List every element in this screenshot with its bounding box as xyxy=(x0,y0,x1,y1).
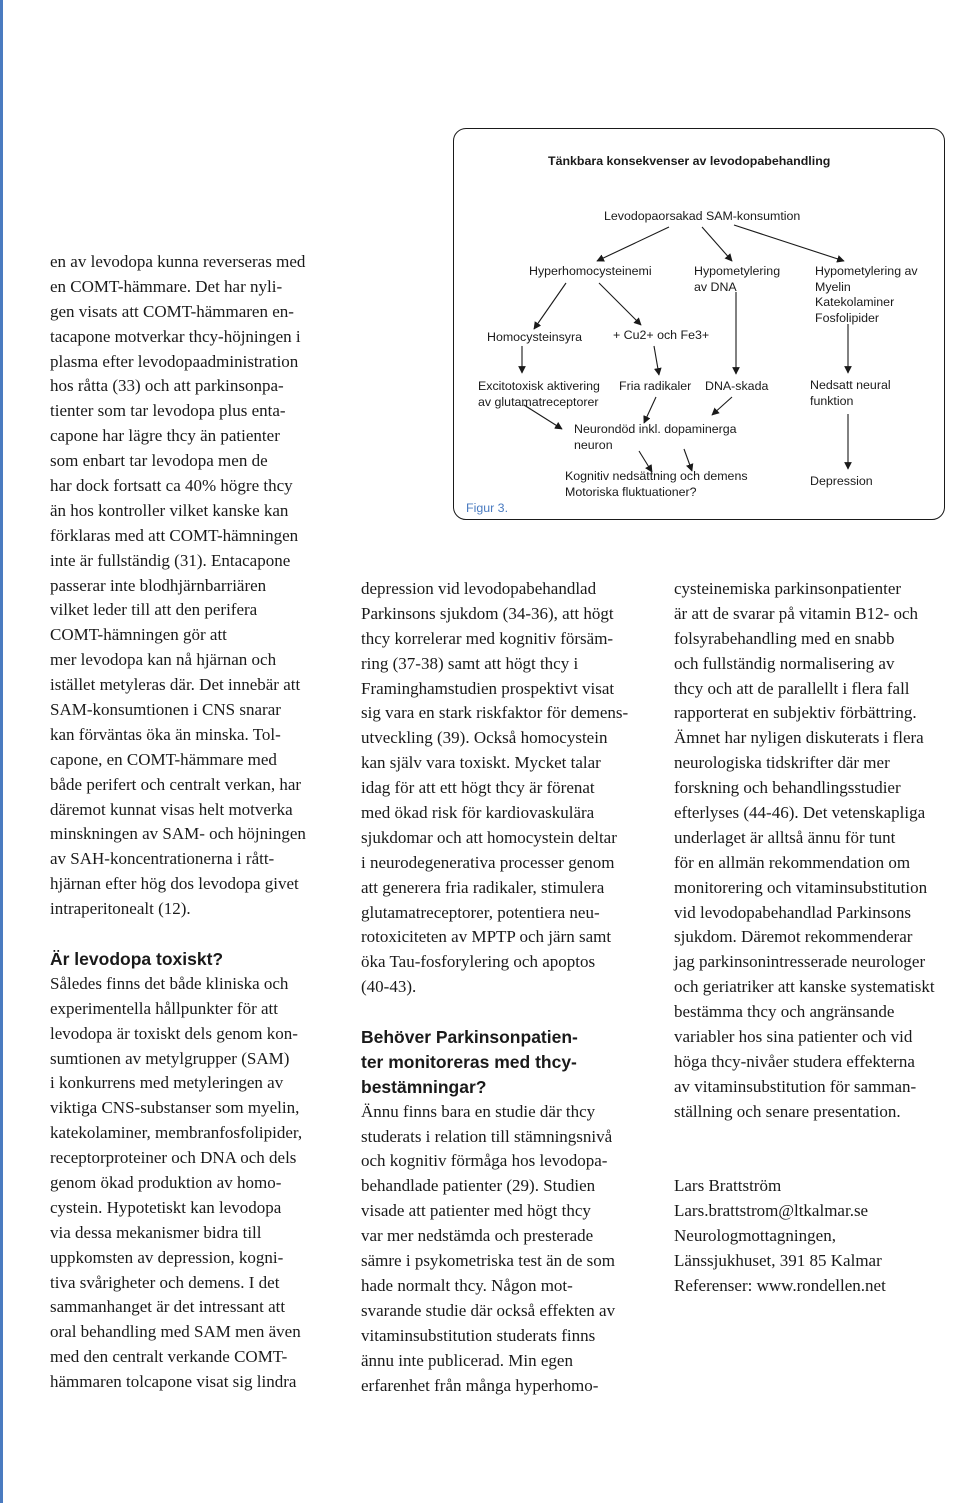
text-line: tiva svårigheter och demens. I det xyxy=(50,1272,280,1292)
text-column-2 xyxy=(361,577,661,1398)
text-line: en COMT-hämmare. Det har nyli- xyxy=(50,276,283,296)
node-dna-skada: DNA-skada xyxy=(705,379,769,393)
signature-line: Länssjukhuset, 391 85 Kalmar xyxy=(674,1251,882,1271)
text-line: intraperitonealt (12). xyxy=(50,899,191,919)
text-line: minskningen av SAM- och höjningen xyxy=(50,824,306,844)
text-line: höga thcy-nivåer studera effekterna xyxy=(674,1051,915,1071)
text-line: cysteinemiska parkinsonpatienter xyxy=(674,579,902,598)
node-hyperhomocysteinemi: Hyperhomocysteinemi xyxy=(529,264,652,278)
arrow-fria-radikaler-to-neurondod xyxy=(644,397,656,423)
node-excitotoxisk: Excitotoxisk aktivering av glutamatreceptorer xyxy=(478,379,600,409)
signature-line: Neurologmottagningen, xyxy=(674,1226,836,1246)
node-homocysteinsyra: Homocysteinsyra xyxy=(487,330,583,344)
figure-title: Tänkbara konsekvenser av levodopabehandling xyxy=(548,154,831,168)
text-line: sammanhanget är det intressant att xyxy=(50,1297,286,1317)
arrow-root-to-hypo-dna xyxy=(702,227,732,261)
node-hypometylering-dna: Hypometylering av DNA xyxy=(694,264,781,294)
node-neurondod: Neurondöd inkl. dopaminerga neuron xyxy=(574,422,737,452)
text-line: kan förväntas öka än minska. Tol- xyxy=(50,724,281,744)
column2-gap xyxy=(361,1000,661,1025)
text-line: däremot kunnat visas helt motverka xyxy=(50,799,293,819)
column1-gap xyxy=(50,922,350,947)
heading-line: bestämningar? xyxy=(361,1076,487,1097)
text-line: i konkurrens med metyleringen av xyxy=(50,1073,284,1093)
text-line: hos råtta (33) och att parkinsonpa- xyxy=(50,376,284,396)
text-line: folsyrabehandling med en snabb xyxy=(674,628,895,648)
text-line: viktiga CNS-substanser som myelin, xyxy=(50,1098,300,1118)
text-line: för en allmän rekommendation om xyxy=(674,852,911,872)
text-line: än hos kontroller vilket kanske kan xyxy=(50,500,289,520)
text-line: via dessa mekanismer bidra till xyxy=(50,1222,262,1242)
figure-3-box xyxy=(453,128,945,520)
text-line: har dock fortsatt ca 40% högre thcy xyxy=(50,476,293,496)
text-line: Ämnet har nyligen diskuterats i flera xyxy=(674,728,924,748)
arrow-dna-skada-to-neurondod xyxy=(712,397,732,415)
column3-gap-2 xyxy=(674,1149,960,1174)
arrow-hyperhcy-to-cu-fe xyxy=(599,283,641,325)
signature-line: Lars Brattström xyxy=(674,1176,782,1196)
arrow-hyperhcy-to-homocysteinsyra xyxy=(534,283,566,329)
text-line: jag parkinsonintresserade neurologer xyxy=(674,952,926,972)
text-line: kan själv vara toxiskt. Mycket talar xyxy=(361,753,601,773)
text-line: experimentella hållpunkter för att xyxy=(50,998,278,1018)
text-line: ring (37-38) samt att högt thcy i xyxy=(361,653,579,673)
signature-line: Lars.brattstrom@ltkalmar.se xyxy=(674,1201,869,1221)
text-line: med den centralt verkande COMT- xyxy=(50,1347,288,1367)
text-line: sämre i psykometriska test än de som xyxy=(361,1251,616,1271)
text-line: passerar inte blodhjärnbarriären xyxy=(50,575,267,595)
text-line: Ännu finns bara en studie där thcy xyxy=(361,1101,596,1121)
text-line: monitorering och vitaminsubstitution xyxy=(674,877,928,897)
node-nedsatt-neural-funktion: Nedsatt neural funktion xyxy=(810,378,891,408)
text-line: hade normalt thcy. Någon mot- xyxy=(361,1275,573,1295)
text-line: istället metyleras där. Det innebär att xyxy=(50,675,301,695)
text-line: katekolaminer, membranfosfolipider, xyxy=(50,1123,303,1143)
text-line: rapporterat en subjektiv förbättring. xyxy=(674,703,917,723)
text-line: depression vid levodopabehandlad xyxy=(361,579,597,598)
text-line: thcy korrelerar med kognitiv försäm- xyxy=(361,628,614,648)
text-line: tienter som tar levodopa plus enta- xyxy=(50,401,286,421)
text-line: SAM-konsumtionen i CNS snarar xyxy=(50,700,281,720)
text-line: öka Tau-fosforylering och apoptos xyxy=(361,952,596,972)
text-line: både perifert och centralt verkan, har xyxy=(50,774,302,794)
text-column-1 xyxy=(50,250,350,1395)
column3-paragraph-1 xyxy=(674,577,960,1125)
text-line: genom ökad produktion av homo- xyxy=(50,1172,282,1192)
text-line: mer levodopa kan nå hjärnan och xyxy=(50,650,277,670)
text-line: och geriatriker att kanske systematiskt xyxy=(674,977,935,997)
text-line: ställning och senare presentation. xyxy=(674,1101,901,1121)
text-line: inte är fullständig (31). Entacapone xyxy=(50,550,291,570)
text-line: sig vara en stark riskfaktor för demens- xyxy=(361,703,629,723)
text-line: tacapone motverkar thcy-höjningen i xyxy=(50,326,301,346)
text-line: som enbart tar levodopa men de xyxy=(50,451,268,471)
section-heading-monitorering xyxy=(361,1025,661,1100)
column1-paragraph-1 xyxy=(50,250,350,922)
text-line: Parkinsons sjukdom (34-36), att högt xyxy=(361,603,614,623)
node-root: Levodopaorsakad SAM-konsumtion xyxy=(604,209,801,223)
text-line: COMT-hämningen gör att xyxy=(50,625,227,645)
text-line: sjukdomar och att homocystein deltar xyxy=(361,827,617,847)
text-line: levodopa är toxiskt dels genom kon- xyxy=(50,1023,298,1043)
arrow-cu-fe-to-fria-radikaler xyxy=(654,346,659,375)
node-kognitiv-nedsattning: Kognitiv nedsättning och demens Motoriska fluktuationer? xyxy=(565,469,748,499)
text-line: sjukdom. Däremot rekommenderar xyxy=(674,927,913,947)
text-line: var mer nedstämda och presterade xyxy=(361,1226,594,1246)
text-line: oral behandling med SAM men även xyxy=(50,1322,301,1342)
section-heading-levodopa-toxiskt: Är levodopa toxiskt? xyxy=(50,948,224,969)
node-depression: Depression xyxy=(810,474,873,488)
text-line: variabler hos sina patienter och vid xyxy=(674,1027,913,1047)
text-line: i neurodegenerativa processer genom xyxy=(361,852,615,872)
text-line: Således finns det både kliniska och xyxy=(50,973,289,993)
text-line: plasma efter levodopaadministration xyxy=(50,351,299,371)
node-fria-radikaler: Fria radikaler xyxy=(619,379,692,393)
signature-line: Referenser: www.rondellen.net xyxy=(674,1275,886,1295)
heading-line: ter monitoreras med thcy- xyxy=(361,1051,577,1072)
text-line: efterlyses (44-46). Det vetenskapliga xyxy=(674,803,926,823)
text-line: med ökad risk för kardiovaskulära xyxy=(361,803,595,823)
text-line: bestämma thcy och angränsande xyxy=(674,1002,895,1022)
text-line: uppkomsten av depression, kogni- xyxy=(50,1247,284,1267)
text-line: neurologiska tidskrifter där mer xyxy=(674,753,890,773)
text-line: thcy och att de parallellt i flera fall xyxy=(674,678,910,698)
text-line: att generera fria radikaler, stimulera xyxy=(361,877,605,897)
text-line: förklaras med att COMT-hämningen xyxy=(50,525,299,545)
heading-line: Behöver Parkinsonpatien- xyxy=(361,1027,578,1048)
text-line: ännu inte publicerad. Min egen xyxy=(361,1350,573,1370)
text-line: och fullständig normalisering av xyxy=(674,653,895,673)
column2-paragraph-2 xyxy=(361,1100,661,1399)
text-line: studerats i relation till stämningsnivå xyxy=(361,1126,613,1146)
text-line: gen visats att COMT-hämmaren en- xyxy=(50,301,294,321)
text-line: vitaminsubstitution studerats finns xyxy=(361,1325,596,1345)
text-line: av vitaminsubstitution för samman- xyxy=(674,1076,917,1096)
text-line: hämmaren tolcapone visat sig lindra xyxy=(50,1372,297,1392)
text-column-3 xyxy=(674,577,960,1299)
text-line: erfarenhet från många hyperhomo- xyxy=(361,1375,599,1395)
text-line: capone, en COMT-hämmare med xyxy=(50,749,277,769)
text-line: forskning och behandlingsstudier xyxy=(674,778,901,798)
text-line: behandlade patienter (29). Studien xyxy=(361,1176,596,1196)
text-line: utveckling (39). Också homocystein xyxy=(361,728,608,748)
text-line: Framinghamstudien prospektivt visat xyxy=(361,678,615,698)
text-line: hjärnan efter hög dos levodopa givet xyxy=(50,874,299,894)
text-line: och kognitiv förmåga hos levodopa- xyxy=(361,1151,608,1171)
column3-gap xyxy=(674,1125,960,1150)
text-line: sumtionen av metylgrupper (SAM) xyxy=(50,1048,290,1068)
node-hypometylering-av: Hypometylering av Myelin Katekolaminer Fosfolipider xyxy=(815,264,918,325)
figure-caption: Figur 3. xyxy=(466,501,509,515)
column1-paragraph-2 xyxy=(50,972,350,1395)
node-cu-fe: + Cu2+ och Fe3+ xyxy=(613,328,710,342)
text-line: en av levodopa kunna reverseras med xyxy=(50,252,306,271)
text-line: underlaget är alltså ännu för tunt xyxy=(674,827,896,847)
arrow-root-to-hypo-av xyxy=(734,225,844,261)
author-signature xyxy=(674,1174,960,1298)
text-line: vid levodopabehandlad Parkinsons xyxy=(674,902,912,922)
text-line: visade att patienter med högt thcy xyxy=(361,1201,591,1221)
text-line: rotoxiciteten av MPTP och järn samt xyxy=(361,927,612,947)
text-line: receptorproteiner och DNA och dels xyxy=(50,1148,297,1168)
text-line: cystein. Hypotetiskt kan levodopa xyxy=(50,1197,282,1217)
text-line: (40-43). xyxy=(361,977,417,997)
text-line: svarande studie där också effekten av xyxy=(361,1300,616,1320)
arrow-root-to-hyperhcy xyxy=(597,227,669,261)
text-line: idag för att ett högt thcy är förenat xyxy=(361,778,595,798)
text-line: glutamatreceptorer, potentiera neu- xyxy=(361,902,600,922)
text-line: capone har lägre thcy än patienter xyxy=(50,426,280,446)
text-line: av SAH-koncentrationerna i rått- xyxy=(50,849,275,869)
page-edge-rule xyxy=(0,0,3,1503)
column2-paragraph-1 xyxy=(361,577,661,1000)
text-line: är att de svarar på vitamin B12- och xyxy=(674,603,919,623)
text-line: vilket leder till att den perifera xyxy=(50,600,258,620)
